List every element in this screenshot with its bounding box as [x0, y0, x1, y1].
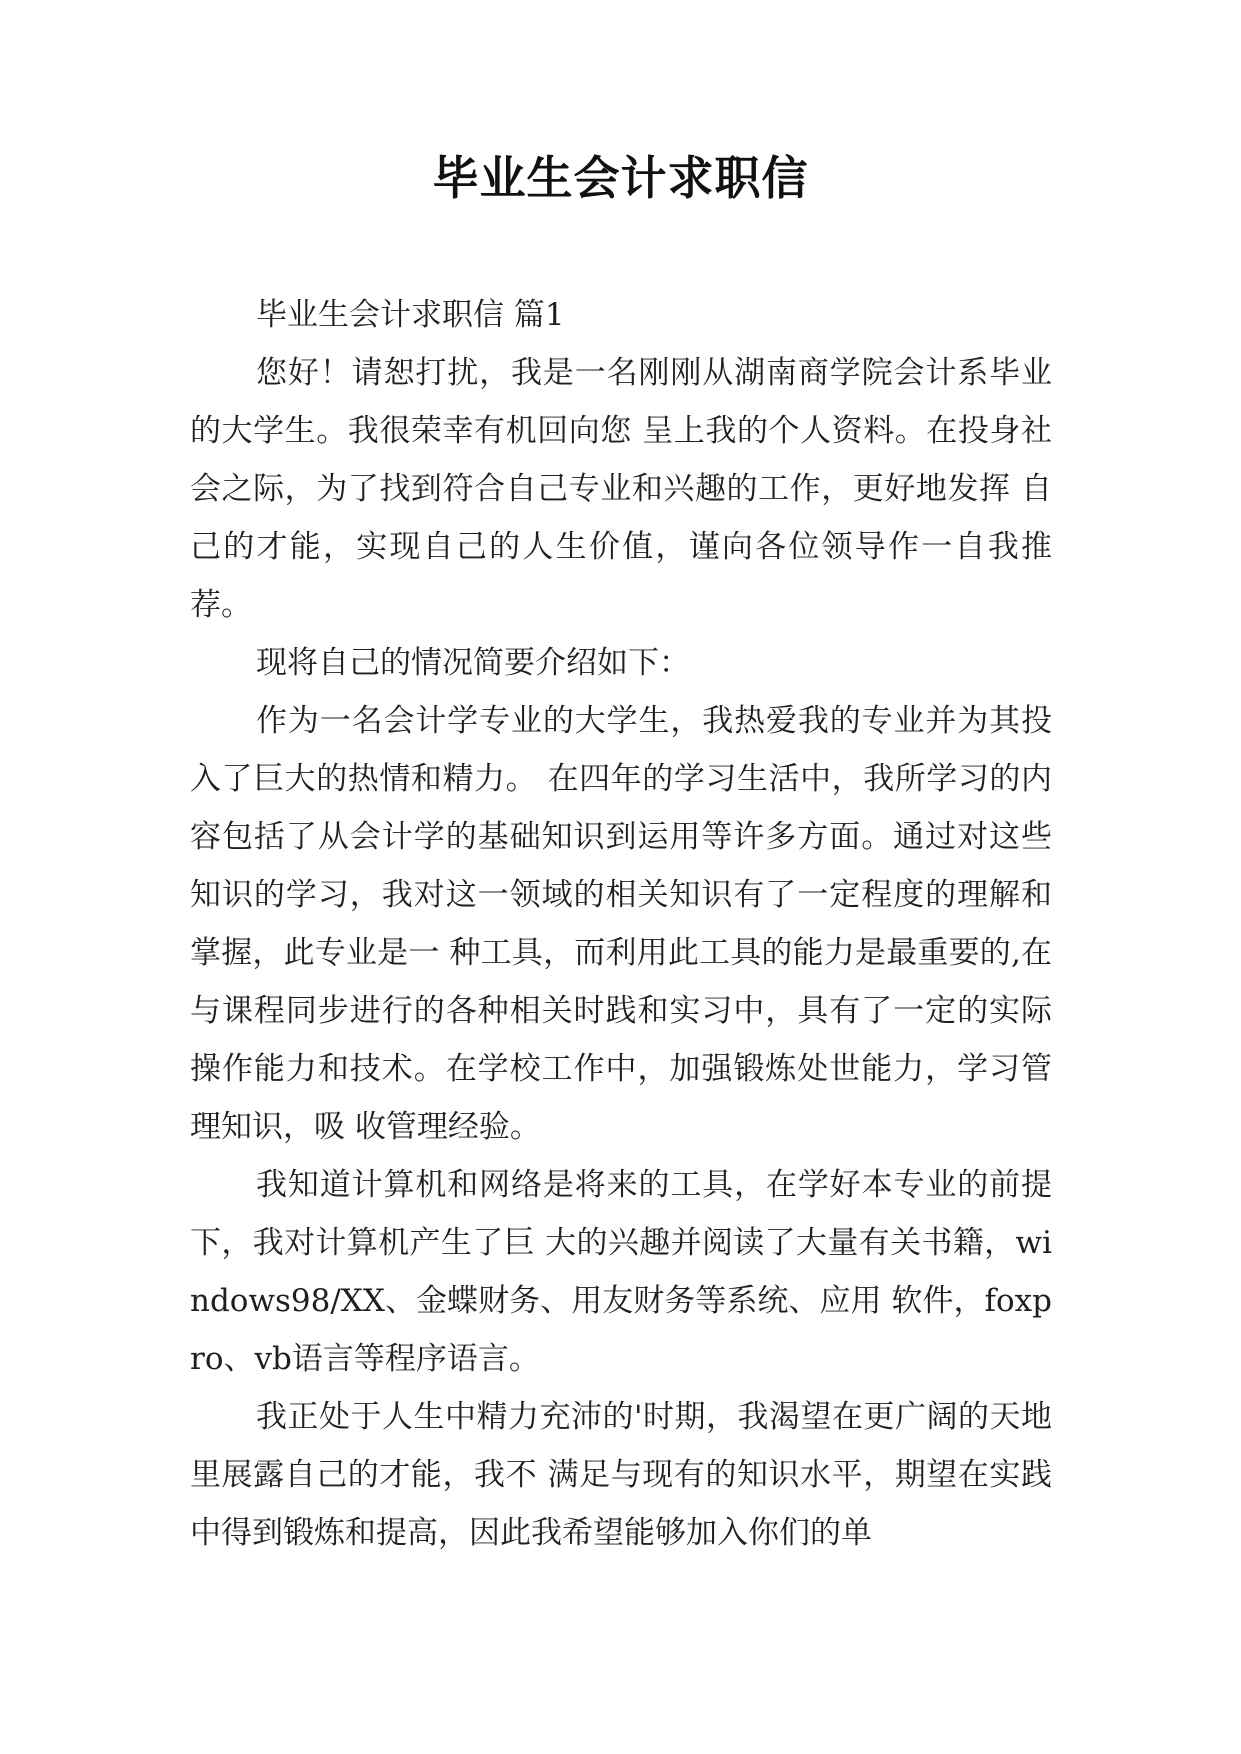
paragraph-aspiration: 我正处于人生中精力充沛的'时期，我渴望在更广阔的天地里展露自己的才能，我不 满足与现有的知识水平，期望在实践中得到锻炼和提高，因此我希望能够加入你们的单: [190, 1399, 1052, 1551]
paragraph-greeting: 您好！请恕打扰，我是一名刚刚从湖南商学院会计系毕业的大学生。我很荣幸有机回向您 呈上我的个人资料。在投身社会之际，为了找到符合自己专业和兴趣的工作，更好地发挥 自己的才能，实现自己的人生价值，谨向各位领导作一自我推荐。: [190, 355, 1052, 623]
paragraph-education: 作为一名会计学专业的大学生，我热爱我的专业并为其投入了巨大的热情和精力。 在四年的学习生活中，我所学习的内容包括了从会计学的基础知识到运用等许多方面。通过对这些知识的学习，我对这一领域的相关知识有了一定程度的理解和掌握，此专业是一 种工具，而利用此工具的能力是最重要的,在与课程同步进行的各种相关时践和实习中，具有了一定的实际操作能力和技术。在学校工作中，加强锻炼处世能力，学习管理知识，吸 收管理经验。: [190, 703, 1052, 1145]
document-title: 毕业生会计求职信: [432, 151, 809, 205]
section-heading: 毕业生会计求职信 篇1: [256, 297, 565, 333]
document-body: [190, 286, 1052, 1562]
paragraph-intro: 现将自己的情况简要介绍如下：: [256, 645, 690, 681]
paragraph-computer-skills: 我知道计算机和网络是将来的工具，在学好本专业的前提下，我对计算机产生了巨 大的兴趣并阅读了大量有关书籍，windows98/XX、金蝶财务、用友财务等系统、应用 软件，foxpro、vb语言等程序语言。: [190, 1167, 1052, 1377]
